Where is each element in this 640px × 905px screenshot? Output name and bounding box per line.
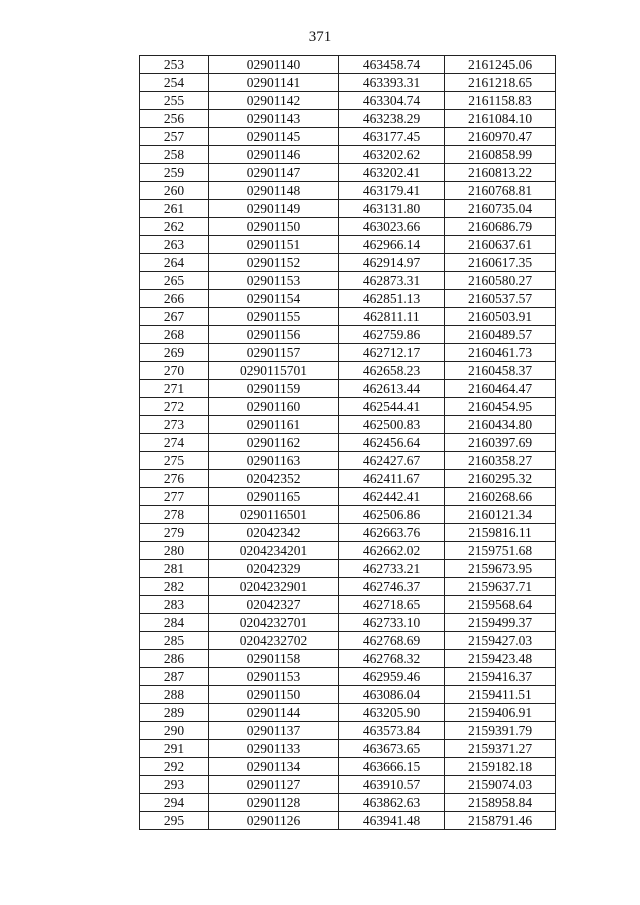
y-coordinate-cell: 2160358.27 xyxy=(445,452,556,470)
table-row xyxy=(140,290,556,308)
table-row xyxy=(140,632,556,650)
x-coordinate-cell: 463673.65 xyxy=(339,740,445,758)
table-row xyxy=(140,146,556,164)
point-number-cell: 267 xyxy=(140,308,209,326)
point-number-cell: 279 xyxy=(140,524,209,542)
table-row xyxy=(140,182,556,200)
y-coordinate-cell: 2160268.66 xyxy=(445,488,556,506)
point-code-cell: 02042329 xyxy=(209,560,339,578)
point-number-cell: 271 xyxy=(140,380,209,398)
point-number-cell: 254 xyxy=(140,74,209,92)
point-number-cell: 294 xyxy=(140,794,209,812)
point-code-cell: 02042342 xyxy=(209,524,339,542)
table-row xyxy=(140,452,556,470)
point-number-cell: 274 xyxy=(140,434,209,452)
x-coordinate-cell: 462759.86 xyxy=(339,326,445,344)
table-row xyxy=(140,686,556,704)
point-code-cell: 02901161 xyxy=(209,416,339,434)
y-coordinate-cell: 2159416.37 xyxy=(445,668,556,686)
point-code-cell: 02901159 xyxy=(209,380,339,398)
point-number-cell: 260 xyxy=(140,182,209,200)
y-coordinate-cell: 2160461.73 xyxy=(445,344,556,362)
point-code-cell: 02901162 xyxy=(209,434,339,452)
point-code-cell: 0204232901 xyxy=(209,578,339,596)
point-code-cell: 02901140 xyxy=(209,56,339,74)
point-code-cell: 0290116501 xyxy=(209,506,339,524)
point-code-cell: 02901145 xyxy=(209,128,339,146)
point-number-cell: 270 xyxy=(140,362,209,380)
table-row xyxy=(140,254,556,272)
point-code-cell: 02901150 xyxy=(209,686,339,704)
point-number-cell: 257 xyxy=(140,128,209,146)
x-coordinate-cell: 462966.14 xyxy=(339,236,445,254)
point-number-cell: 253 xyxy=(140,56,209,74)
y-coordinate-cell: 2159427.03 xyxy=(445,632,556,650)
table-row xyxy=(140,434,556,452)
table-row xyxy=(140,128,556,146)
table-row xyxy=(140,344,556,362)
x-coordinate-cell: 462506.86 xyxy=(339,506,445,524)
point-code-cell: 02901153 xyxy=(209,668,339,686)
x-coordinate-cell: 462662.02 xyxy=(339,542,445,560)
y-coordinate-cell: 2161218.65 xyxy=(445,74,556,92)
point-code-cell: 02901149 xyxy=(209,200,339,218)
x-coordinate-cell: 463205.90 xyxy=(339,704,445,722)
y-coordinate-cell: 2159371.27 xyxy=(445,740,556,758)
y-coordinate-cell: 2160813.22 xyxy=(445,164,556,182)
table-row xyxy=(140,650,556,668)
page-number: 371 xyxy=(308,29,332,45)
y-coordinate-cell: 2160768.81 xyxy=(445,182,556,200)
point-number-cell: 286 xyxy=(140,650,209,668)
point-number-cell: 282 xyxy=(140,578,209,596)
table-row xyxy=(140,668,556,686)
x-coordinate-cell: 463910.57 xyxy=(339,776,445,794)
point-number-cell: 256 xyxy=(140,110,209,128)
table-row xyxy=(140,560,556,578)
point-code-cell: 02901156 xyxy=(209,326,339,344)
point-code-cell: 02901142 xyxy=(209,92,339,110)
x-coordinate-cell: 463238.29 xyxy=(339,110,445,128)
x-coordinate-cell: 462811.11 xyxy=(339,308,445,326)
y-coordinate-cell: 2159074.03 xyxy=(445,776,556,794)
y-coordinate-cell: 2160858.99 xyxy=(445,146,556,164)
point-code-cell: 02901126 xyxy=(209,812,339,830)
point-code-cell: 02901165 xyxy=(209,488,339,506)
y-coordinate-cell: 2160458.37 xyxy=(445,362,556,380)
x-coordinate-cell: 462718.65 xyxy=(339,596,445,614)
point-number-cell: 276 xyxy=(140,470,209,488)
x-coordinate-cell: 462768.32 xyxy=(339,650,445,668)
table-row xyxy=(140,272,556,290)
point-number-cell: 275 xyxy=(140,452,209,470)
point-number-cell: 277 xyxy=(140,488,209,506)
point-code-cell: 02901157 xyxy=(209,344,339,362)
x-coordinate-cell: 463862.63 xyxy=(339,794,445,812)
point-code-cell: 02901127 xyxy=(209,776,339,794)
table-row xyxy=(140,488,556,506)
y-coordinate-cell: 2161158.83 xyxy=(445,92,556,110)
point-code-cell: 02042352 xyxy=(209,470,339,488)
point-number-cell: 263 xyxy=(140,236,209,254)
table-row xyxy=(140,506,556,524)
x-coordinate-cell: 462914.97 xyxy=(339,254,445,272)
point-number-cell: 255 xyxy=(140,92,209,110)
table-row xyxy=(140,470,556,488)
point-code-cell: 02901146 xyxy=(209,146,339,164)
point-code-cell: 0204232702 xyxy=(209,632,339,650)
x-coordinate-cell: 462851.13 xyxy=(339,290,445,308)
point-number-cell: 290 xyxy=(140,722,209,740)
x-coordinate-cell: 462712.17 xyxy=(339,344,445,362)
point-code-cell: 02901154 xyxy=(209,290,339,308)
table-row xyxy=(140,722,556,740)
y-coordinate-cell: 2159673.95 xyxy=(445,560,556,578)
x-coordinate-cell: 462959.46 xyxy=(339,668,445,686)
x-coordinate-cell: 463458.74 xyxy=(339,56,445,74)
table-row xyxy=(140,704,556,722)
point-number-cell: 287 xyxy=(140,668,209,686)
point-number-cell: 266 xyxy=(140,290,209,308)
x-coordinate-cell: 462442.41 xyxy=(339,488,445,506)
table-row xyxy=(140,218,556,236)
x-coordinate-cell: 463131.80 xyxy=(339,200,445,218)
y-coordinate-cell: 2160489.57 xyxy=(445,326,556,344)
table-row xyxy=(140,542,556,560)
table-row xyxy=(140,524,556,542)
table-row xyxy=(140,362,556,380)
point-number-cell: 262 xyxy=(140,218,209,236)
x-coordinate-cell: 462873.31 xyxy=(339,272,445,290)
point-code-cell: 02901128 xyxy=(209,794,339,812)
point-number-cell: 292 xyxy=(140,758,209,776)
y-coordinate-cell: 2160686.79 xyxy=(445,218,556,236)
table-row xyxy=(140,200,556,218)
point-number-cell: 295 xyxy=(140,812,209,830)
y-coordinate-cell: 2160537.57 xyxy=(445,290,556,308)
x-coordinate-cell: 463666.15 xyxy=(339,758,445,776)
point-number-cell: 291 xyxy=(140,740,209,758)
y-coordinate-cell: 2160397.69 xyxy=(445,434,556,452)
table-row xyxy=(140,812,556,830)
point-number-cell: 259 xyxy=(140,164,209,182)
point-code-cell: 02901152 xyxy=(209,254,339,272)
table-row xyxy=(140,380,556,398)
y-coordinate-cell: 2159637.71 xyxy=(445,578,556,596)
point-code-cell: 02042327 xyxy=(209,596,339,614)
table-row xyxy=(140,92,556,110)
y-coordinate-cell: 2159568.64 xyxy=(445,596,556,614)
point-number-cell: 280 xyxy=(140,542,209,560)
y-coordinate-cell: 2160454.95 xyxy=(445,398,556,416)
point-code-cell: 02901160 xyxy=(209,398,339,416)
y-coordinate-cell: 2159499.37 xyxy=(445,614,556,632)
y-coordinate-cell: 2160434.80 xyxy=(445,416,556,434)
table-row xyxy=(140,164,556,182)
x-coordinate-cell: 462544.41 xyxy=(339,398,445,416)
x-coordinate-cell: 462733.21 xyxy=(339,560,445,578)
x-coordinate-cell: 463177.45 xyxy=(339,128,445,146)
point-code-cell: 02901163 xyxy=(209,452,339,470)
x-coordinate-cell: 462500.83 xyxy=(339,416,445,434)
table-row xyxy=(140,776,556,794)
point-number-cell: 288 xyxy=(140,686,209,704)
y-coordinate-cell: 2159423.48 xyxy=(445,650,556,668)
x-coordinate-cell: 463573.84 xyxy=(339,722,445,740)
x-coordinate-cell: 463202.62 xyxy=(339,146,445,164)
point-number-cell: 265 xyxy=(140,272,209,290)
y-coordinate-cell: 2159751.68 xyxy=(445,542,556,560)
point-number-cell: 284 xyxy=(140,614,209,632)
y-coordinate-cell: 2160464.47 xyxy=(445,380,556,398)
table-row xyxy=(140,740,556,758)
x-coordinate-cell: 463023.66 xyxy=(339,218,445,236)
table-row xyxy=(140,794,556,812)
table-row xyxy=(140,110,556,128)
x-coordinate-cell: 463202.41 xyxy=(339,164,445,182)
y-coordinate-cell: 2160637.61 xyxy=(445,236,556,254)
point-number-cell: 273 xyxy=(140,416,209,434)
point-code-cell: 02901141 xyxy=(209,74,339,92)
point-number-cell: 261 xyxy=(140,200,209,218)
point-code-cell: 02901137 xyxy=(209,722,339,740)
coordinates-table-body xyxy=(140,56,556,830)
table-row xyxy=(140,308,556,326)
x-coordinate-cell: 462746.37 xyxy=(339,578,445,596)
x-coordinate-cell: 463086.04 xyxy=(339,686,445,704)
y-coordinate-cell: 2160617.35 xyxy=(445,254,556,272)
x-coordinate-cell: 462768.69 xyxy=(339,632,445,650)
point-code-cell: 02901150 xyxy=(209,218,339,236)
point-number-cell: 272 xyxy=(140,398,209,416)
point-code-cell: 02901148 xyxy=(209,182,339,200)
point-number-cell: 278 xyxy=(140,506,209,524)
table-row xyxy=(140,398,556,416)
table-row xyxy=(140,578,556,596)
y-coordinate-cell: 2160970.47 xyxy=(445,128,556,146)
x-coordinate-cell: 463393.31 xyxy=(339,74,445,92)
table-row xyxy=(140,74,556,92)
point-number-cell: 281 xyxy=(140,560,209,578)
y-coordinate-cell: 2159406.91 xyxy=(445,704,556,722)
coordinates-table xyxy=(139,55,556,830)
y-coordinate-cell: 2159391.79 xyxy=(445,722,556,740)
point-code-cell: 02901155 xyxy=(209,308,339,326)
x-coordinate-cell: 462456.64 xyxy=(339,434,445,452)
point-code-cell: 02901144 xyxy=(209,704,339,722)
point-code-cell: 02901134 xyxy=(209,758,339,776)
table-row xyxy=(140,56,556,74)
y-coordinate-cell: 2158791.46 xyxy=(445,812,556,830)
y-coordinate-cell: 2160580.27 xyxy=(445,272,556,290)
point-number-cell: 285 xyxy=(140,632,209,650)
x-coordinate-cell: 462658.23 xyxy=(339,362,445,380)
y-coordinate-cell: 2159816.11 xyxy=(445,524,556,542)
x-coordinate-cell: 463941.48 xyxy=(339,812,445,830)
y-coordinate-cell: 2160295.32 xyxy=(445,470,556,488)
point-number-cell: 289 xyxy=(140,704,209,722)
x-coordinate-cell: 463304.74 xyxy=(339,92,445,110)
point-code-cell: 02901147 xyxy=(209,164,339,182)
x-coordinate-cell: 462613.44 xyxy=(339,380,445,398)
table-row xyxy=(140,236,556,254)
point-code-cell: 0204232701 xyxy=(209,614,339,632)
y-coordinate-cell: 2160735.04 xyxy=(445,200,556,218)
table-row xyxy=(140,416,556,434)
point-code-cell: 02901153 xyxy=(209,272,339,290)
point-number-cell: 269 xyxy=(140,344,209,362)
x-coordinate-cell: 462663.76 xyxy=(339,524,445,542)
y-coordinate-cell: 2159182.18 xyxy=(445,758,556,776)
x-coordinate-cell: 463179.41 xyxy=(339,182,445,200)
point-code-cell: 0204234201 xyxy=(209,542,339,560)
y-coordinate-cell: 2160503.91 xyxy=(445,308,556,326)
y-coordinate-cell: 2158958.84 xyxy=(445,794,556,812)
point-number-cell: 268 xyxy=(140,326,209,344)
table-row xyxy=(140,326,556,344)
table-row xyxy=(140,758,556,776)
y-coordinate-cell: 2159411.51 xyxy=(445,686,556,704)
point-code-cell: 0290115701 xyxy=(209,362,339,380)
point-number-cell: 258 xyxy=(140,146,209,164)
x-coordinate-cell: 462411.67 xyxy=(339,470,445,488)
x-coordinate-cell: 462427.67 xyxy=(339,452,445,470)
point-code-cell: 02901158 xyxy=(209,650,339,668)
x-coordinate-cell: 462733.10 xyxy=(339,614,445,632)
point-code-cell: 02901133 xyxy=(209,740,339,758)
point-code-cell: 02901143 xyxy=(209,110,339,128)
table-row xyxy=(140,596,556,614)
y-coordinate-cell: 2160121.34 xyxy=(445,506,556,524)
table-row xyxy=(140,614,556,632)
point-code-cell: 02901151 xyxy=(209,236,339,254)
y-coordinate-cell: 2161084.10 xyxy=(445,110,556,128)
point-number-cell: 283 xyxy=(140,596,209,614)
point-number-cell: 264 xyxy=(140,254,209,272)
y-coordinate-cell: 2161245.06 xyxy=(445,56,556,74)
point-number-cell: 293 xyxy=(140,776,209,794)
